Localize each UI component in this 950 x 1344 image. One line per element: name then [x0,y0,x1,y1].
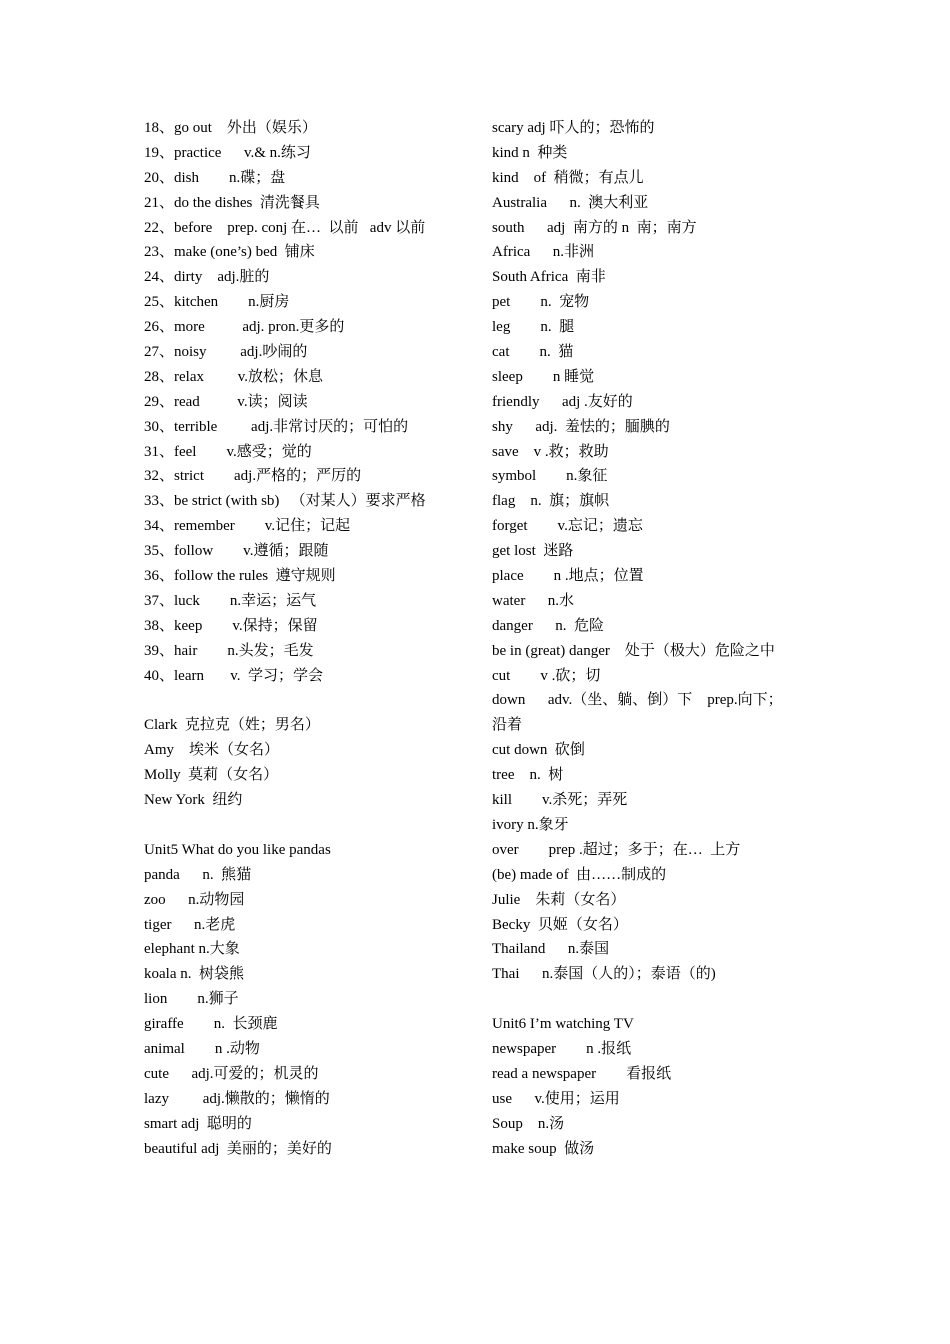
vocab-line-34: 34、remember v.记住；记起 [144,518,351,535]
vocab-line-36: 36、follow the rules 遵守规则 [144,568,336,585]
vocab-line-31: 31、feel v.感受；觉的 [144,443,312,460]
vocab-line-cat: cat n. 猫 [492,344,574,361]
vocab-line-down-continued: 沿着 [492,717,523,734]
vocab-line-kill: kill v.杀死；弄死 [492,792,628,809]
vocab-line-panda: panda n. 熊猫 [144,866,252,883]
vocab-line-tiger: tiger n.老虎 [144,916,236,933]
vocab-line-tree: tree n. 树 [492,767,564,784]
vocab-line-23: 23、make (one’s) bed 铺床 [144,244,315,261]
vocab-line-animal: animal n .动物 [144,1040,260,1057]
vocab-line-40: 40、learn v. 学习；学会 [144,667,324,684]
right-column [492,116,822,1161]
vocab-line-29: 29、read v.读；阅读 [144,393,308,410]
vocab-line-35: 35、follow v.遵循；跟随 [144,543,329,560]
spacer [144,688,474,713]
unit6-heading: Unit6 I’m watching TV [492,1016,634,1033]
vocab-line-22: 22、before prep. conj 在… 以前 adv 以前 [144,219,426,236]
vocab-line-scary: scary adj 吓人的；恐怖的 [492,120,655,136]
vocab-line-make-soup: make soup 做汤 [492,1140,595,1157]
vocab-line-newspaper: newspaper n .报纸 [492,1040,632,1057]
spacer [492,987,822,1012]
vocab-line-19: 19、practice v.& n.练习 [144,144,311,161]
vocab-line-28: 28、relax v.放松；休息 [144,368,324,385]
vocab-line-cute: cute adj.可爱的；机灵的 [144,1065,319,1082]
vocab-line-26: 26、more adj. pron.更多的 [144,319,345,336]
vocab-line-24: 24、dirty adj.脏的 [144,269,270,286]
vocab-line-flag: flag n. 旗；旗帜 [492,493,610,510]
vocab-line-27: 27、noisy adj.吵闹的 [144,344,308,361]
vocab-line-39: 39、hair n.头发；毛发 [144,642,314,659]
vocab-line-smart: smart adj 聪明的 [144,1115,252,1132]
name-entry-amy: Amy 埃米（女名） [144,742,280,759]
name-entry-julie: Julie 朱莉（女名） [492,891,626,908]
name-entry-molly: Molly 莫莉（女名） [144,767,279,784]
vocab-line-koala: koala n. 树袋熊 [144,966,244,983]
vocab-line-thai: Thai n.泰国（人的）；泰语（的) [492,966,716,983]
vocab-line-place: place n .地点；位置 [492,568,644,585]
vocab-line-shy: shy adj. 羞怯的；腼腆的 [492,418,670,435]
vocab-line-forget: forget v.忘记；遗忘 [492,518,643,535]
vocab-line-read-a-newspaper: read a newspaper 看报纸 [492,1065,672,1082]
vocab-line-get-lost: get lost 迷路 [492,543,574,560]
vocab-line-18: 18、go out 外出（娱乐） [144,120,317,136]
vocab-line-beautiful: beautiful adj 美丽的；美好的 [144,1140,332,1157]
vocab-line-south-africa: South Africa 南非 [492,269,606,286]
vocab-line-cut: cut v .砍；切 [492,667,601,684]
vocab-line-cut-down: cut down 砍倒 [492,742,585,759]
vocab-line-save: save v .救；救助 [492,443,609,460]
name-entry-new-york: New York 纽约 [144,792,243,809]
spacer [144,813,474,838]
vocab-line-giraffe: giraffe n. 长颈鹿 [144,1016,278,1033]
vocab-line-danger: danger n. 危险 [492,617,605,634]
vocab-line-32: 32、strict adj.严格的；严厉的 [144,468,362,485]
vocab-line-38: 38、keep v.保持；保留 [144,617,318,634]
vocab-line-thailand: Thailand n.泰国 [492,941,610,958]
left-column [144,116,474,1161]
vocab-line-south: south adj 南方的 n 南；南方 [492,219,697,236]
vocab-line-20: 20、dish n.碟；盘 [144,169,286,186]
name-entry-becky: Becky 贝姬（女名） [492,916,628,933]
vocab-line-zoo: zoo n.动物园 [144,891,245,908]
vocab-line-down: down adv.（坐、躺、倒）下 prep.向下； [492,692,783,709]
vocab-line-elephant: elephant n.大象 [144,941,240,958]
vocab-line-kind: kind n 种类 [492,144,568,161]
vocab-line-friendly: friendly adj .友好的 [492,393,633,410]
vocab-line-be-in-danger: be in (great) danger 处于（极大）危险之中 [492,642,775,659]
vocab-line-33: 33、be strict (with sb) （对某人）要求严格 [144,493,426,510]
vocab-line-30: 30、terrible adj.非常讨厌的；可怕的 [144,418,409,435]
vocab-line-made-of: (be) made of 由……制成的 [492,866,667,883]
name-entry-clark: Clark 克拉克（姓；男名） [144,717,320,734]
unit5-heading: Unit5 What do you like pandas [144,841,331,858]
vocab-line-africa: Africa n.非洲 [492,244,595,261]
vocab-line-ivory: ivory n.象牙 [492,816,569,833]
vocab-line-pet: pet n. 宠物 [492,294,590,311]
vocab-line-sleep: sleep n 睡觉 [492,368,595,385]
vocab-line-lazy: lazy adj.懒散的；懒惰的 [144,1090,330,1107]
vocab-line-25: 25、kitchen n.厨房 [144,294,290,311]
vocab-line-over: over prep .超过；多于；在… 上方 [492,841,741,858]
vocab-line-australia: Australia n. 澳大利亚 [492,194,649,211]
vocab-line-kind-of: kind of 稍微；有点儿 [492,169,644,186]
vocab-line-leg: leg n. 腿 [492,319,575,336]
vocab-line-water: water n.水 [492,592,575,609]
vocab-line-37: 37、luck n.幸运；运气 [144,592,317,609]
vocab-line-symbol: symbol n.象征 [492,468,608,485]
vocab-line-lion: lion n.狮子 [144,991,239,1008]
vocab-line-21: 21、do the dishes 清洗餐具 [144,194,320,211]
vocab-line-use: use v.使用；运用 [492,1090,620,1107]
vocab-line-soup: Soup n.汤 [492,1115,565,1132]
